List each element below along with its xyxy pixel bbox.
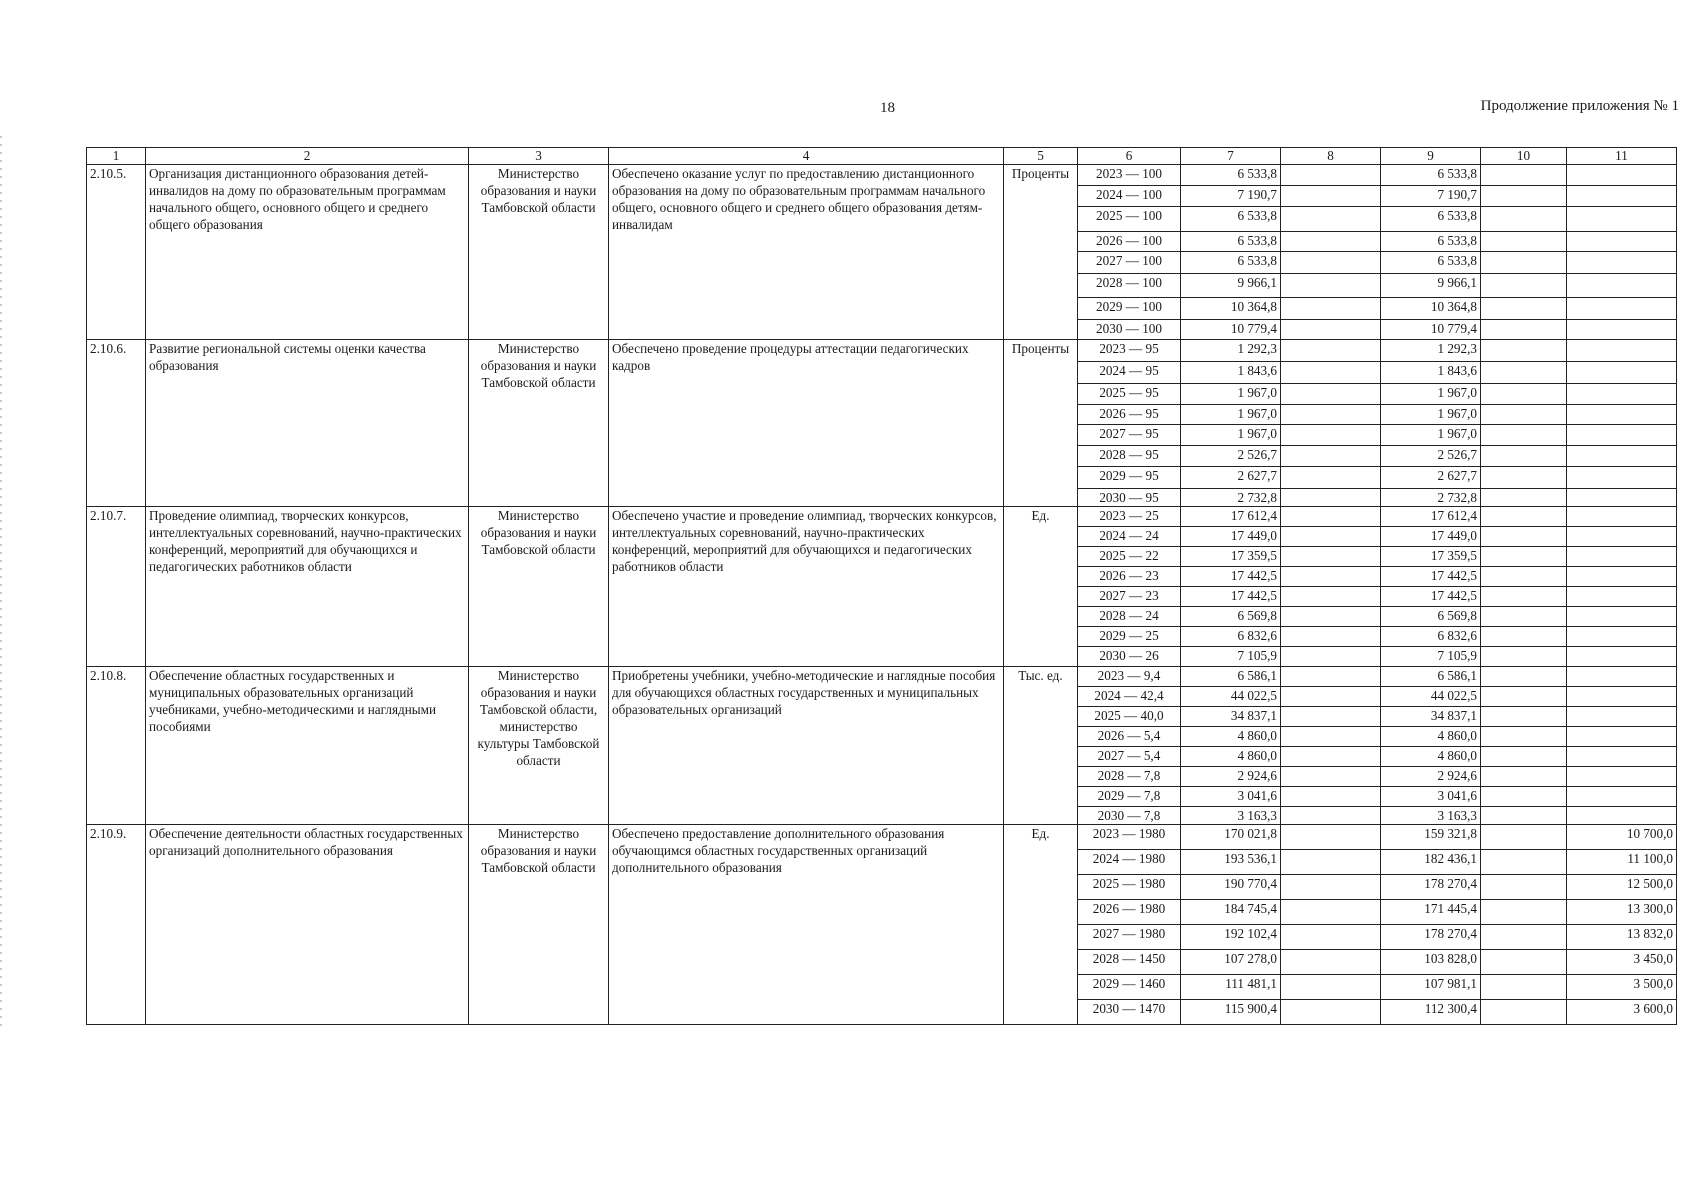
amount-col-8 bbox=[1281, 425, 1381, 446]
amount-col-10 bbox=[1481, 362, 1567, 384]
amount-col-8 bbox=[1281, 252, 1381, 274]
extrabudgetary-amount bbox=[1567, 687, 1677, 707]
extrabudgetary-amount bbox=[1567, 165, 1677, 186]
amount-col-10 bbox=[1481, 707, 1567, 727]
amount-col-10 bbox=[1481, 547, 1567, 567]
regional-budget-amount: 112 300,4 bbox=[1381, 1000, 1481, 1025]
item-name: Обеспечение областных государственных и муниципальных образовательных организаций учебниками, учебно-методическими и наглядными пособиями bbox=[146, 667, 469, 825]
amount-col-8 bbox=[1281, 687, 1381, 707]
regional-budget-amount: 6 586,1 bbox=[1381, 667, 1481, 687]
regional-budget-amount: 9 966,1 bbox=[1381, 274, 1481, 298]
extrabudgetary-amount bbox=[1567, 186, 1677, 207]
regional-budget-amount: 17 442,5 bbox=[1381, 587, 1481, 607]
amount-col-8 bbox=[1281, 207, 1381, 232]
amount-col-10 bbox=[1481, 825, 1567, 850]
amount-col-10 bbox=[1481, 950, 1567, 975]
total-amount: 2 526,7 bbox=[1181, 446, 1281, 467]
amount-col-10 bbox=[1481, 607, 1567, 627]
amount-col-10 bbox=[1481, 975, 1567, 1000]
total-amount: 2 627,7 bbox=[1181, 467, 1281, 489]
extrabudgetary-amount bbox=[1567, 384, 1677, 405]
regional-budget-amount: 1 843,6 bbox=[1381, 362, 1481, 384]
extrabudgetary-amount bbox=[1567, 747, 1677, 767]
total-amount: 6 569,8 bbox=[1181, 607, 1281, 627]
amount-col-10 bbox=[1481, 727, 1567, 747]
target-value: 2027 — 5,4 bbox=[1078, 747, 1181, 767]
total-amount: 17 612,4 bbox=[1181, 507, 1281, 527]
amount-col-8 bbox=[1281, 298, 1381, 320]
target-value: 2026 — 5,4 bbox=[1078, 727, 1181, 747]
amount-col-8 bbox=[1281, 587, 1381, 607]
extrabudgetary-amount: 3 600,0 bbox=[1567, 1000, 1677, 1025]
regional-budget-amount: 1 967,0 bbox=[1381, 405, 1481, 425]
regional-budget-amount: 17 612,4 bbox=[1381, 507, 1481, 527]
unit-of-measure: Ед. bbox=[1004, 507, 1078, 667]
column-header: 7 bbox=[1181, 148, 1281, 165]
amount-col-10 bbox=[1481, 1000, 1567, 1025]
target-value: 2027 — 1980 bbox=[1078, 925, 1181, 950]
unit-of-measure: Ед. bbox=[1004, 825, 1078, 1025]
amount-col-10 bbox=[1481, 489, 1567, 507]
total-amount: 190 770,4 bbox=[1181, 875, 1281, 900]
total-amount: 3 163,3 bbox=[1181, 807, 1281, 825]
item-name: Развитие региональной системы оценки качества образования bbox=[146, 340, 469, 507]
target-value: 2030 — 7,8 bbox=[1078, 807, 1181, 825]
regional-budget-amount: 103 828,0 bbox=[1381, 950, 1481, 975]
amount-col-10 bbox=[1481, 875, 1567, 900]
extrabudgetary-amount bbox=[1567, 320, 1677, 340]
amount-col-10 bbox=[1481, 900, 1567, 925]
regional-budget-amount: 4 860,0 bbox=[1381, 727, 1481, 747]
target-value: 2028 — 95 bbox=[1078, 446, 1181, 467]
item-number: 2.10.8. bbox=[87, 667, 146, 825]
column-header: 11 bbox=[1567, 148, 1677, 165]
total-amount: 7 105,9 bbox=[1181, 647, 1281, 667]
amount-col-8 bbox=[1281, 787, 1381, 807]
regional-budget-amount: 10 779,4 bbox=[1381, 320, 1481, 340]
table-row bbox=[87, 165, 1677, 186]
regional-budget-amount: 6 533,8 bbox=[1381, 252, 1481, 274]
amount-col-8 bbox=[1281, 707, 1381, 727]
column-header: 3 bbox=[469, 148, 609, 165]
extrabudgetary-amount bbox=[1567, 207, 1677, 232]
regional-budget-amount: 6 533,8 bbox=[1381, 232, 1481, 252]
total-amount: 6 533,8 bbox=[1181, 252, 1281, 274]
unit-of-measure: Проценты bbox=[1004, 340, 1078, 507]
amount-col-10 bbox=[1481, 425, 1567, 446]
extrabudgetary-amount bbox=[1567, 274, 1677, 298]
extrabudgetary-amount bbox=[1567, 446, 1677, 467]
target-value: 2023 — 25 bbox=[1078, 507, 1181, 527]
amount-col-10 bbox=[1481, 787, 1567, 807]
regional-budget-amount: 6 832,6 bbox=[1381, 627, 1481, 647]
item-number: 2.10.5. bbox=[87, 165, 146, 340]
expected-result: Обеспечено оказание услуг по предоставлению дистанционного образования на дому по образовательным программам начального общего, основного общего и среднего общего образования детям-инвалидам bbox=[609, 165, 1004, 340]
page-number: 18 bbox=[880, 100, 895, 116]
total-amount: 17 442,5 bbox=[1181, 587, 1281, 607]
target-value: 2030 — 26 bbox=[1078, 647, 1181, 667]
amount-col-10 bbox=[1481, 667, 1567, 687]
amount-col-10 bbox=[1481, 807, 1567, 825]
amount-col-10 bbox=[1481, 567, 1567, 587]
responsible-ministry: Министерство образования и науки Тамбовской области bbox=[469, 507, 609, 667]
target-value: 2025 — 100 bbox=[1078, 207, 1181, 232]
regional-budget-amount: 6 569,8 bbox=[1381, 607, 1481, 627]
amount-col-8 bbox=[1281, 1000, 1381, 1025]
total-amount: 3 041,6 bbox=[1181, 787, 1281, 807]
target-value: 2029 — 7,8 bbox=[1078, 787, 1181, 807]
target-value: 2026 — 95 bbox=[1078, 405, 1181, 425]
amount-col-8 bbox=[1281, 186, 1381, 207]
amount-col-8 bbox=[1281, 767, 1381, 787]
total-amount: 1 967,0 bbox=[1181, 425, 1281, 446]
amount-col-10 bbox=[1481, 647, 1567, 667]
amount-col-8 bbox=[1281, 925, 1381, 950]
extrabudgetary-amount: 13 300,0 bbox=[1567, 900, 1677, 925]
unit-of-measure: Проценты bbox=[1004, 165, 1078, 340]
amount-col-8 bbox=[1281, 340, 1381, 362]
extrabudgetary-amount bbox=[1567, 547, 1677, 567]
total-amount: 17 449,0 bbox=[1181, 527, 1281, 547]
regional-budget-amount: 7 105,9 bbox=[1381, 647, 1481, 667]
amount-col-8 bbox=[1281, 165, 1381, 186]
regional-budget-amount: 6 533,8 bbox=[1381, 165, 1481, 186]
amount-col-8 bbox=[1281, 667, 1381, 687]
regional-budget-amount: 1 967,0 bbox=[1381, 425, 1481, 446]
amount-col-8 bbox=[1281, 727, 1381, 747]
target-value: 2030 — 1470 bbox=[1078, 1000, 1181, 1025]
amount-col-8 bbox=[1281, 950, 1381, 975]
extrabudgetary-amount bbox=[1567, 647, 1677, 667]
column-header: 1 bbox=[87, 148, 146, 165]
amount-col-8 bbox=[1281, 567, 1381, 587]
target-value: 2024 — 100 bbox=[1078, 186, 1181, 207]
amount-col-8 bbox=[1281, 467, 1381, 489]
total-amount: 4 860,0 bbox=[1181, 747, 1281, 767]
amount-col-8 bbox=[1281, 232, 1381, 252]
unit-of-measure: Тыс. ед. bbox=[1004, 667, 1078, 825]
target-value: 2027 — 95 bbox=[1078, 425, 1181, 446]
column-header: 8 bbox=[1281, 148, 1381, 165]
amount-col-10 bbox=[1481, 507, 1567, 527]
target-value: 2029 — 25 bbox=[1078, 627, 1181, 647]
total-amount: 9 966,1 bbox=[1181, 274, 1281, 298]
column-header: 6 bbox=[1078, 148, 1181, 165]
regional-budget-amount: 17 442,5 bbox=[1381, 567, 1481, 587]
amount-col-8 bbox=[1281, 825, 1381, 850]
amount-col-10 bbox=[1481, 747, 1567, 767]
amount-col-10 bbox=[1481, 467, 1567, 489]
total-amount: 1 967,0 bbox=[1181, 384, 1281, 405]
target-value: 2023 — 9,4 bbox=[1078, 667, 1181, 687]
target-value: 2027 — 23 bbox=[1078, 587, 1181, 607]
extrabudgetary-amount bbox=[1567, 587, 1677, 607]
extrabudgetary-amount bbox=[1567, 767, 1677, 787]
target-value: 2028 — 1450 bbox=[1078, 950, 1181, 975]
total-amount: 184 745,4 bbox=[1181, 900, 1281, 925]
extrabudgetary-amount bbox=[1567, 787, 1677, 807]
target-value: 2025 — 22 bbox=[1078, 547, 1181, 567]
amount-col-8 bbox=[1281, 975, 1381, 1000]
target-value: 2028 — 100 bbox=[1078, 274, 1181, 298]
amount-col-10 bbox=[1481, 687, 1567, 707]
total-amount: 34 837,1 bbox=[1181, 707, 1281, 727]
total-amount: 1 843,6 bbox=[1181, 362, 1281, 384]
regional-budget-amount: 1 967,0 bbox=[1381, 384, 1481, 405]
amount-col-8 bbox=[1281, 900, 1381, 925]
target-value: 2025 — 40,0 bbox=[1078, 707, 1181, 727]
amount-col-10 bbox=[1481, 405, 1567, 425]
total-amount: 193 536,1 bbox=[1181, 850, 1281, 875]
item-name: Организация дистанционного образования детей-инвалидов на дому по образовательным программам начального общего, основного общего и среднего общего образования bbox=[146, 165, 469, 340]
extrabudgetary-amount bbox=[1567, 405, 1677, 425]
amount-col-8 bbox=[1281, 607, 1381, 627]
target-value: 2023 — 95 bbox=[1078, 340, 1181, 362]
regional-budget-amount: 2 732,8 bbox=[1381, 489, 1481, 507]
item-name: Обеспечение деятельности областных государственных организаций дополнительного образования bbox=[146, 825, 469, 1025]
expected-result: Приобретены учебники, учебно-методические и наглядные пособия для обучающихся областных государственных и муниципальных образовательных организаций bbox=[609, 667, 1004, 825]
regional-budget-amount: 178 270,4 bbox=[1381, 925, 1481, 950]
amount-col-10 bbox=[1481, 627, 1567, 647]
amount-col-8 bbox=[1281, 647, 1381, 667]
extrabudgetary-amount bbox=[1567, 340, 1677, 362]
total-amount: 2 924,6 bbox=[1181, 767, 1281, 787]
extrabudgetary-amount: 11 100,0 bbox=[1567, 850, 1677, 875]
extrabudgetary-amount: 3 450,0 bbox=[1567, 950, 1677, 975]
amount-col-10 bbox=[1481, 207, 1567, 232]
amount-col-8 bbox=[1281, 875, 1381, 900]
target-value: 2026 — 100 bbox=[1078, 232, 1181, 252]
target-value: 2028 — 7,8 bbox=[1078, 767, 1181, 787]
column-header: 5 bbox=[1004, 148, 1078, 165]
extrabudgetary-amount bbox=[1567, 489, 1677, 507]
column-header-row bbox=[87, 148, 1677, 165]
continuation-label: Продолжение приложения № 1 bbox=[1480, 98, 1679, 114]
total-amount: 7 190,7 bbox=[1181, 186, 1281, 207]
amount-col-10 bbox=[1481, 274, 1567, 298]
item-number: 2.10.7. bbox=[87, 507, 146, 667]
responsible-ministry: Министерство образования и науки Тамбовской области bbox=[469, 165, 609, 340]
regional-budget-amount: 34 837,1 bbox=[1381, 707, 1481, 727]
column-header: 4 bbox=[609, 148, 1004, 165]
target-value: 2030 — 95 bbox=[1078, 489, 1181, 507]
extrabudgetary-amount: 10 700,0 bbox=[1567, 825, 1677, 850]
total-amount: 1 292,3 bbox=[1181, 340, 1281, 362]
target-value: 2024 — 42,4 bbox=[1078, 687, 1181, 707]
total-amount: 115 900,4 bbox=[1181, 1000, 1281, 1025]
target-value: 2030 — 100 bbox=[1078, 320, 1181, 340]
total-amount: 1 967,0 bbox=[1181, 405, 1281, 425]
extrabudgetary-amount bbox=[1567, 467, 1677, 489]
amount-col-8 bbox=[1281, 405, 1381, 425]
table-row bbox=[87, 667, 1677, 687]
target-value: 2024 — 24 bbox=[1078, 527, 1181, 547]
table-row bbox=[87, 507, 1677, 527]
table-row bbox=[87, 825, 1677, 850]
regional-budget-amount: 182 436,1 bbox=[1381, 850, 1481, 875]
target-value: 2027 — 100 bbox=[1078, 252, 1181, 274]
responsible-ministry: Министерство образования и науки Тамбовской области, министерство культуры Тамбовской области bbox=[469, 667, 609, 825]
extrabudgetary-amount: 13 832,0 bbox=[1567, 925, 1677, 950]
total-amount: 6 533,8 bbox=[1181, 232, 1281, 252]
expected-result: Обеспечено проведение процедуры аттестации педагогических кадров bbox=[609, 340, 1004, 507]
amount-col-8 bbox=[1281, 527, 1381, 547]
item-number: 2.10.6. bbox=[87, 340, 146, 507]
table-body bbox=[87, 148, 1677, 1025]
regional-budget-amount: 107 981,1 bbox=[1381, 975, 1481, 1000]
item-number: 2.10.9. bbox=[87, 825, 146, 1025]
target-value: 2023 — 100 bbox=[1078, 165, 1181, 186]
total-amount: 2 732,8 bbox=[1181, 489, 1281, 507]
amount-col-8 bbox=[1281, 507, 1381, 527]
extrabudgetary-amount bbox=[1567, 252, 1677, 274]
total-amount: 6 586,1 bbox=[1181, 667, 1281, 687]
total-amount: 10 364,8 bbox=[1181, 298, 1281, 320]
regional-budget-amount: 159 321,8 bbox=[1381, 825, 1481, 850]
total-amount: 10 779,4 bbox=[1181, 320, 1281, 340]
amount-col-10 bbox=[1481, 298, 1567, 320]
amount-col-8 bbox=[1281, 627, 1381, 647]
regional-budget-amount: 171 445,4 bbox=[1381, 900, 1481, 925]
total-amount: 107 278,0 bbox=[1181, 950, 1281, 975]
amount-col-8 bbox=[1281, 446, 1381, 467]
column-header: 2 bbox=[146, 148, 469, 165]
amount-col-10 bbox=[1481, 340, 1567, 362]
regional-budget-amount: 3 041,6 bbox=[1381, 787, 1481, 807]
expected-result: Обеспечено предоставление дополнительного образования обучающимся областных государственных организаций дополнительного образования bbox=[609, 825, 1004, 1025]
target-value: 2024 — 1980 bbox=[1078, 850, 1181, 875]
target-value: 2025 — 1980 bbox=[1078, 875, 1181, 900]
regional-budget-amount: 2 924,6 bbox=[1381, 767, 1481, 787]
total-amount: 44 022,5 bbox=[1181, 687, 1281, 707]
amount-col-10 bbox=[1481, 320, 1567, 340]
total-amount: 6 832,6 bbox=[1181, 627, 1281, 647]
amount-col-8 bbox=[1281, 320, 1381, 340]
amount-col-10 bbox=[1481, 446, 1567, 467]
column-header: 9 bbox=[1381, 148, 1481, 165]
amount-col-8 bbox=[1281, 547, 1381, 567]
amount-col-8 bbox=[1281, 850, 1381, 875]
amount-col-10 bbox=[1481, 252, 1567, 274]
expected-result: Обеспечено участие и проведение олимпиад, творческих конкурсов, интеллектуальных соревнований, научно-практических конференций, мероприятий для обучающихся и педагогических работников области bbox=[609, 507, 1004, 667]
table-row bbox=[87, 340, 1677, 362]
extrabudgetary-amount bbox=[1567, 527, 1677, 547]
regional-budget-amount: 2 627,7 bbox=[1381, 467, 1481, 489]
regional-budget-amount: 3 163,3 bbox=[1381, 807, 1481, 825]
extrabudgetary-amount bbox=[1567, 627, 1677, 647]
column-header: 10 bbox=[1481, 148, 1567, 165]
amount-col-10 bbox=[1481, 850, 1567, 875]
total-amount: 4 860,0 bbox=[1181, 727, 1281, 747]
target-value: 2024 — 95 bbox=[1078, 362, 1181, 384]
extrabudgetary-amount bbox=[1567, 425, 1677, 446]
total-amount: 192 102,4 bbox=[1181, 925, 1281, 950]
amount-col-8 bbox=[1281, 489, 1381, 507]
regional-budget-amount: 4 860,0 bbox=[1381, 747, 1481, 767]
amount-col-8 bbox=[1281, 807, 1381, 825]
extrabudgetary-amount bbox=[1567, 607, 1677, 627]
extrabudgetary-amount bbox=[1567, 362, 1677, 384]
amount-col-8 bbox=[1281, 274, 1381, 298]
total-amount: 17 442,5 bbox=[1181, 567, 1281, 587]
extrabudgetary-amount bbox=[1567, 727, 1677, 747]
program-table bbox=[86, 147, 1677, 1025]
total-amount: 170 021,8 bbox=[1181, 825, 1281, 850]
amount-col-8 bbox=[1281, 362, 1381, 384]
total-amount: 111 481,1 bbox=[1181, 975, 1281, 1000]
extrabudgetary-amount: 3 500,0 bbox=[1567, 975, 1677, 1000]
regional-budget-amount: 1 292,3 bbox=[1381, 340, 1481, 362]
amount-col-8 bbox=[1281, 384, 1381, 405]
amount-col-8 bbox=[1281, 747, 1381, 767]
target-value: 2029 — 95 bbox=[1078, 467, 1181, 489]
amount-col-10 bbox=[1481, 232, 1567, 252]
amount-col-10 bbox=[1481, 165, 1567, 186]
regional-budget-amount: 44 022,5 bbox=[1381, 687, 1481, 707]
amount-col-10 bbox=[1481, 925, 1567, 950]
extrabudgetary-amount bbox=[1567, 507, 1677, 527]
regional-budget-amount: 7 190,7 bbox=[1381, 186, 1481, 207]
amount-col-10 bbox=[1481, 527, 1567, 547]
extrabudgetary-amount bbox=[1567, 232, 1677, 252]
total-amount: 17 359,5 bbox=[1181, 547, 1281, 567]
extrabudgetary-amount bbox=[1567, 667, 1677, 687]
regional-budget-amount: 10 364,8 bbox=[1381, 298, 1481, 320]
regional-budget-amount: 178 270,4 bbox=[1381, 875, 1481, 900]
scan-edge bbox=[0, 130, 2, 1030]
extrabudgetary-amount bbox=[1567, 298, 1677, 320]
responsible-ministry: Министерство образования и науки Тамбовской области bbox=[469, 825, 609, 1025]
target-value: 2029 — 1460 bbox=[1078, 975, 1181, 1000]
regional-budget-amount: 17 359,5 bbox=[1381, 547, 1481, 567]
regional-budget-amount: 2 526,7 bbox=[1381, 446, 1481, 467]
total-amount: 6 533,8 bbox=[1181, 165, 1281, 186]
target-value: 2029 — 100 bbox=[1078, 298, 1181, 320]
responsible-ministry: Министерство образования и науки Тамбовской области bbox=[469, 340, 609, 507]
regional-budget-amount: 6 533,8 bbox=[1381, 207, 1481, 232]
target-value: 2025 — 95 bbox=[1078, 384, 1181, 405]
total-amount: 6 533,8 bbox=[1181, 207, 1281, 232]
amount-col-10 bbox=[1481, 384, 1567, 405]
amount-col-10 bbox=[1481, 186, 1567, 207]
target-value: 2026 — 23 bbox=[1078, 567, 1181, 587]
extrabudgetary-amount bbox=[1567, 807, 1677, 825]
extrabudgetary-amount: 12 500,0 bbox=[1567, 875, 1677, 900]
target-value: 2028 — 24 bbox=[1078, 607, 1181, 627]
extrabudgetary-amount bbox=[1567, 567, 1677, 587]
extrabudgetary-amount bbox=[1567, 707, 1677, 727]
target-value: 2023 — 1980 bbox=[1078, 825, 1181, 850]
item-name: Проведение олимпиад, творческих конкурсов, интеллектуальных соревнований, научно-практических конференций, мероприятий для обучающихся и педагогических работников области bbox=[146, 507, 469, 667]
target-value: 2026 — 1980 bbox=[1078, 900, 1181, 925]
amount-col-10 bbox=[1481, 587, 1567, 607]
regional-budget-amount: 17 449,0 bbox=[1381, 527, 1481, 547]
amount-col-10 bbox=[1481, 767, 1567, 787]
